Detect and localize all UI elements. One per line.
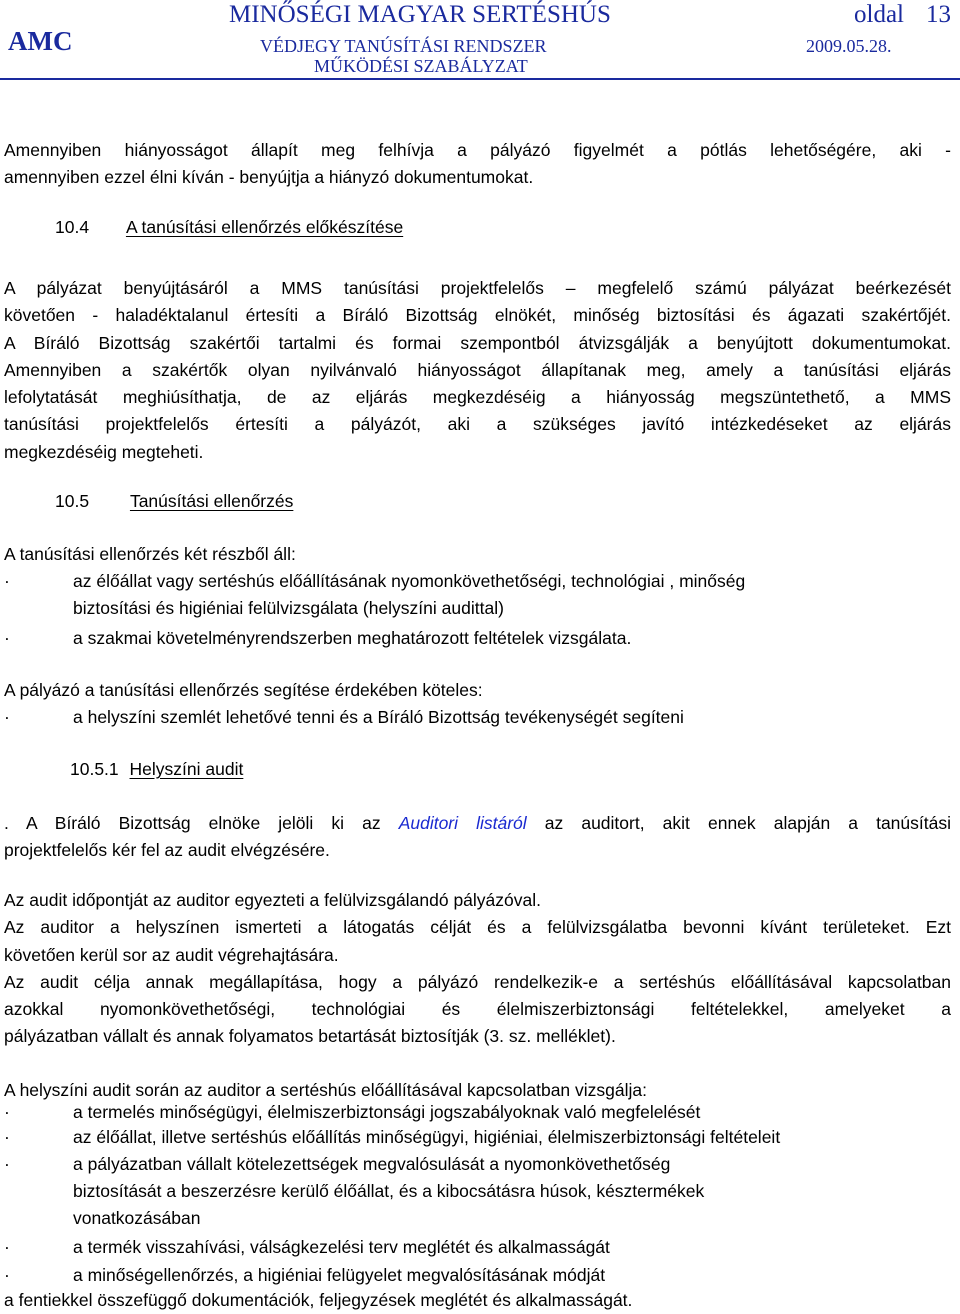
paragraph-line: amennyiben ezzel élni kíván - benyújtja a hiányzó dokumentumokat. <box>4 167 534 188</box>
section-title: Tanúsítási ellenőrzés <box>129 491 294 511</box>
paragraph-line: A Bíráló Bizottság szakértői tartalmi és formai szempontból átvizsgálják a benyújtott dokumentumokat. <box>4 332 951 353</box>
paragraph-line: A pályázó a tanúsítási ellenőrzés segítése érdekében köteles: <box>4 680 483 700</box>
paragraph-audit-details <box>4 887 951 1051</box>
header-subtitle-1: VÉDJEGY TANÚSÍTÁSI RENDSZER <box>260 36 547 56</box>
header-title: MINŐSÉGI MAGYAR SERTÉSHÚS <box>229 1 611 28</box>
paragraph-line: azokkal nyomonkövethetőségi, technológiai és élelmiszerbiztonsági feltételekkel, amelyeket a <box>4 999 951 1020</box>
bullet: · <box>4 628 10 648</box>
list-item: · a helyszíni szemlét lehetővé tenni és a Bíráló Bizottság tevékenységét segíteni <box>4 704 904 732</box>
header-subtitle-2: MŰKÖDÉSI SZABÁLYZAT <box>314 56 528 76</box>
paragraph-auditor-selection <box>4 810 951 865</box>
list-item-continuation: biztosítását a beszerzésre kerülő élőállat, és a kibocsátásra húsok, késztermékek <box>73 1181 705 1201</box>
section-number: 10.5 <box>55 491 90 511</box>
paragraph-line: A helyszíni audit során az auditor a sertéshús előállításával kapcsolatban vizsgálja: <box>4 1080 648 1100</box>
amc-logo: AMC <box>8 26 73 56</box>
paragraph-line: a fentiekkel összefüggő dokumentációk, feljegyzések meglétét és alkalmasságát. <box>4 1290 633 1310</box>
paragraph-line: Az audit időpontját az auditor egyezteti a felülvizsgálandó pályázóval. <box>4 890 542 910</box>
paragraph-line: megkezdéséig megteheti. <box>4 441 204 462</box>
page-header <box>0 0 960 76</box>
paragraph-line: . A Bíráló Bizottság elnöke jelöli ki az Auditori listáról az auditort, akit ennek alapján a tanúsítási <box>4 813 951 833</box>
header-date: 2009.05.28. <box>806 36 892 56</box>
paragraph-line: tanúsítási projektfelelős értesíti a pályázót, aki a szükséges javító intézkedéseket az eljárás <box>4 414 951 435</box>
list-item: · az élőállat vagy sertéshús előállításának nyomonkövethetőségi, technológiai , minőség <box>4 568 904 596</box>
bullet: · <box>4 571 10 591</box>
bullet: · <box>4 1102 10 1122</box>
paragraph-line: A tanúsítási ellenőrzés két részből áll: <box>4 544 296 564</box>
bullet: · <box>4 1265 10 1285</box>
paragraph-preparation <box>4 275 951 466</box>
section-heading-10-5-1 <box>70 756 243 783</box>
list-item: · a termék visszahívási, válságkezelési terv meglétét és alkalmasságát <box>4 1234 904 1262</box>
bullet: · <box>4 707 10 727</box>
list-item: · a pályázatban vállalt kötelezettségek megvalósulását a nyomonkövethetőség <box>4 1151 904 1179</box>
section-title: Helyszíni audit <box>129 759 244 779</box>
paragraph-line: A pályázat benyújtásáról a MMS tanúsítási projektfelelős – megfelelő számú pályázat beérkezését <box>4 278 951 298</box>
header-divider <box>0 78 960 80</box>
section-number: 10.5.1 <box>70 759 119 779</box>
section-heading-10-4 <box>55 214 403 241</box>
paragraph-documentation <box>4 1287 951 1314</box>
page-number: 13 <box>926 1 951 28</box>
paragraph-line: követően - haladéktalanul értesíti a Bíráló Bizottság elnökét, minőség biztosítási és ágazati szakértőjét. <box>4 305 951 326</box>
list-item-continuation: vonatkozásában <box>73 1208 201 1228</box>
paragraph-line: Az auditor a helyszínen ismerteti a látogatás célját és a felülvizsgálatba bevonni kívánt területeket. Ezt <box>4 917 951 938</box>
section-number: 10.4 <box>55 217 90 237</box>
paragraph-obligations <box>4 677 951 704</box>
bullet: · <box>4 1237 10 1257</box>
section-heading-10-5 <box>55 488 293 515</box>
list-item-continuation: biztosítási és higiéniai felülvizsgálata (helyszíni audittal) <box>73 598 504 618</box>
paragraph-line: Amennyiben hiányosságot állapít meg felhívja a pályázó figyelmét a pótlás lehetőségére, aki - <box>4 140 951 160</box>
list-item: · az élőállat, illetve sertéshús előállítás minőségügyi, higiéniai, élelmiszerbiztonsági feltételeit <box>4 1124 904 1152</box>
paragraph-two-parts <box>4 541 951 568</box>
paragraph-line: projektfelelős kér fel az audit elvégzésére. <box>4 840 330 861</box>
paragraph-line: Amennyiben a szakértők olyan nyilvánvaló hiányosságot állapítanak meg, amely a tanúsítási eljárás <box>4 359 951 380</box>
paragraph-line: követően kerül sor az audit végrehajtására. <box>4 944 339 965</box>
paragraph-line: pályázatban vállalt és annak folyamatos betartását biztosítják (3. sz. melléklet). <box>4 1026 616 1047</box>
paragraph-line: lefolytatását meghiúsíthatja, de az eljárás megkezdéséig a hiányosság megszüntethető, a MMS <box>4 387 951 408</box>
paragraph-missing-docs <box>4 137 951 192</box>
bullet: · <box>4 1154 10 1174</box>
list-item: · a szakmai követelményrendszerben meghatározott feltételek vizsgálata. <box>4 625 904 653</box>
auditor-list-link[interactable]: Auditori listáról <box>398 813 527 833</box>
bullet: · <box>4 1127 10 1147</box>
list-item: · a termelés minőségügyi, élelmiszerbiztonsági jogszabályoknak való megfelelését <box>4 1099 904 1127</box>
paragraph-line: Az audit célja annak megállapítása, hogy a pályázó rendelkezik-e a sertéshús előállításával kapcsolatban <box>4 971 951 992</box>
section-title: A tanúsítási ellenőrzés előkészítése <box>125 217 404 237</box>
page-label: oldal <box>854 1 904 28</box>
list-item: · a minőségellenőrzés, a higiéniai felügyelet megvalósításának módját <box>4 1262 904 1290</box>
